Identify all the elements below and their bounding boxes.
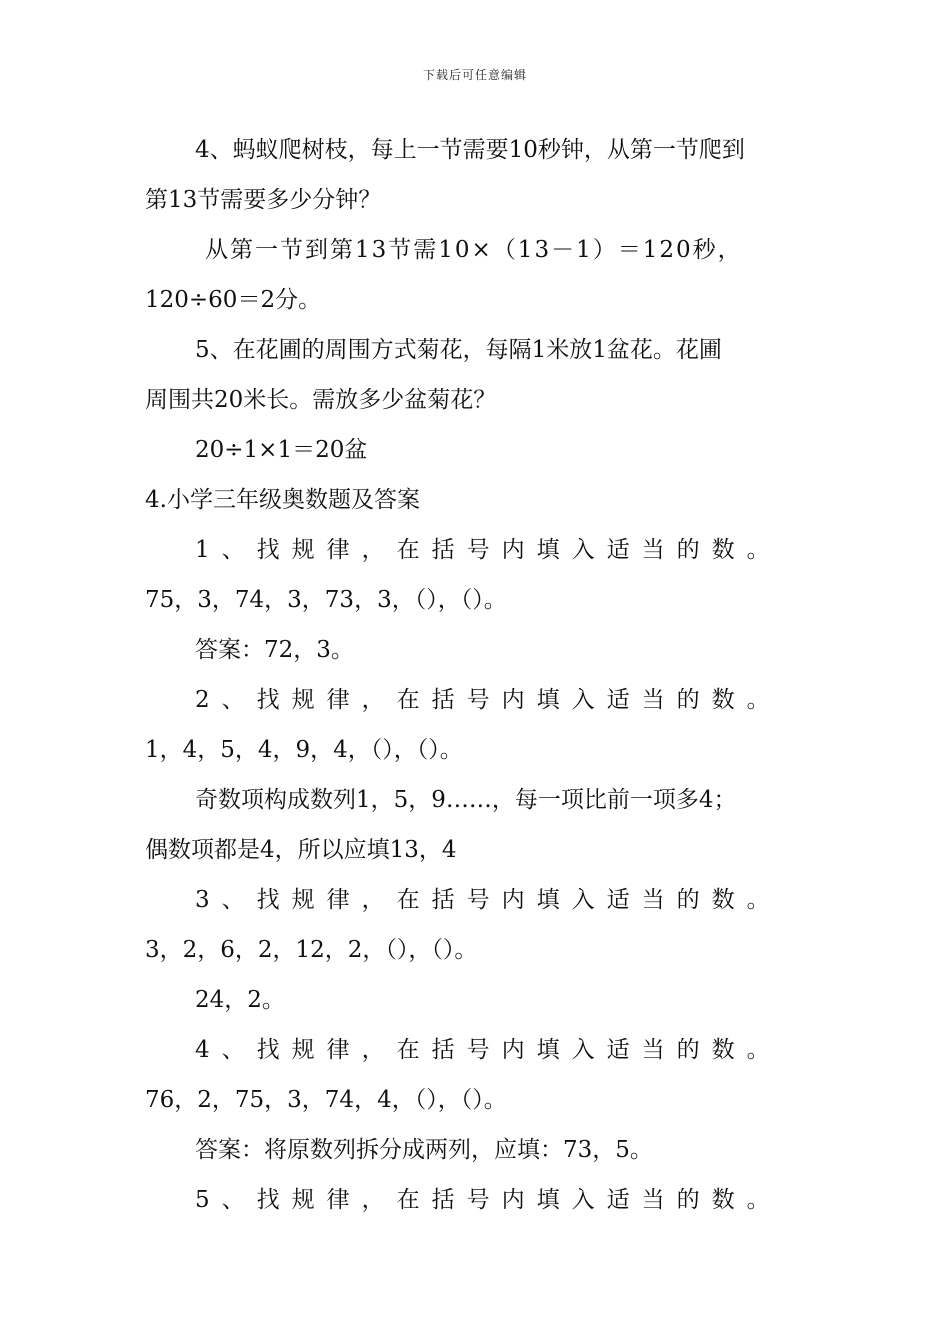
pattern-2-sequence: 1，4，5，4，9，4，（），（）。 <box>145 737 463 763</box>
problem-5-question-line-1: 5、在花圃的周围方式菊花，每隔1米放1盆花。花圃 <box>195 337 722 363</box>
pattern-4-sequence: 76，2，75，3，74，4，（），（）。 <box>145 1087 507 1113</box>
pattern-3-question: 3、找规律，在括号内填入适当的数。 <box>195 887 782 913</box>
pattern-2-answer-line-1: 奇数项构成数列1，5，9……，每一项比前一项多4； <box>195 787 737 813</box>
pattern-2-answer-line-2: 偶数项都是4，所以应填13，4 <box>145 837 457 863</box>
section-heading: 4.小学三年级奥数题及答案 <box>145 487 420 513</box>
document-body <box>145 128 825 1228</box>
pattern-1-sequence: 75，3，74，3，73，3，（），（）。 <box>145 587 507 613</box>
pattern-1-question: 1、找规律，在括号内填入适当的数。 <box>195 537 782 563</box>
pattern-4-question: 4、找规律，在括号内填入适当的数。 <box>195 1037 782 1063</box>
problem-5-answer: 20÷1×1＝20盆 <box>195 437 368 463</box>
page-header: 下载后可任意编辑 <box>422 68 527 82</box>
pattern-3-answer: 24，2。 <box>195 987 285 1013</box>
pattern-2-question: 2、找规律，在括号内填入适当的数。 <box>195 687 782 713</box>
pattern-5-question: 5、找规律，在括号内填入适当的数。 <box>195 1187 782 1213</box>
pattern-1-answer: 答案：72，3。 <box>195 637 354 663</box>
pattern-4-answer: 答案：将原数列拆分成两列，应填：73，5。 <box>195 1137 653 1163</box>
problem-4-question-line-1: 4、蚂蚁爬树枝，每上一节需要10秒钟，从第一节爬到 <box>195 137 745 163</box>
problem-5-question-line-2: 周围共20米长。需放多少盆菊花？ <box>145 387 497 413</box>
problem-4-answer-line-2: 120÷60＝2分。 <box>145 287 322 313</box>
pattern-3-sequence: 3，2，6，2，12，2，（），（）。 <box>145 937 478 963</box>
problem-4-answer-line-1: 从第一节到第13节需10×（13－1）＝120秒， <box>205 237 743 263</box>
problem-4-question-line-2: 第13节需要多少分钟？ <box>145 187 382 213</box>
